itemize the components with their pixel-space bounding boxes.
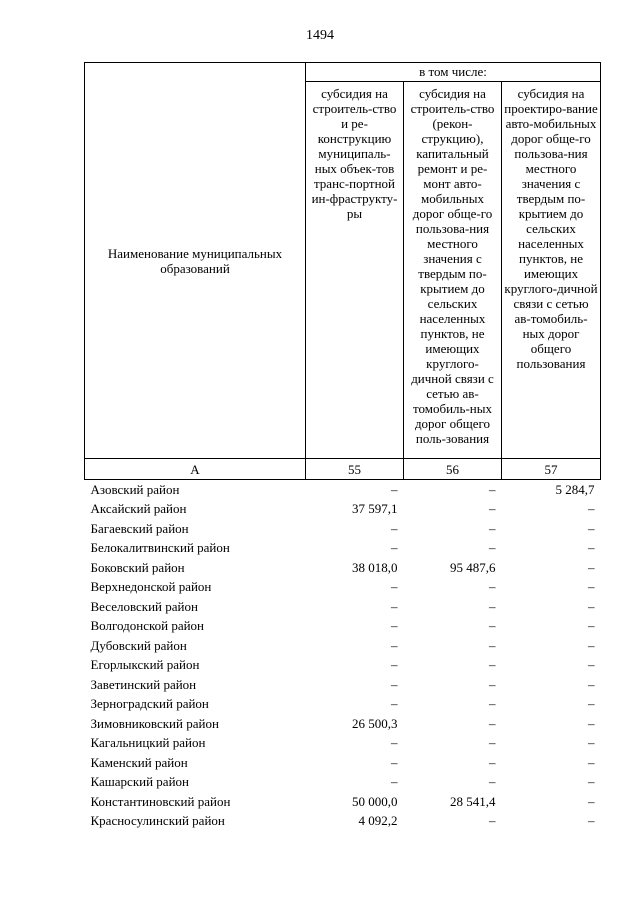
value-57-cell: – bbox=[588, 579, 595, 595]
municipality-name-cell: Кагальницкий район bbox=[90, 735, 206, 751]
table-body bbox=[85, 480, 601, 832]
value-57-cell: – bbox=[588, 676, 595, 692]
value-57-cell: – bbox=[588, 559, 595, 575]
table-row bbox=[85, 753, 601, 773]
value-57-cell: – bbox=[588, 715, 595, 731]
municipality-name-cell: Кашарский район bbox=[90, 774, 189, 790]
value-57-cell: – bbox=[588, 813, 595, 829]
column-code-a: А bbox=[85, 459, 306, 480]
municipality-name-cell: Багаевский район bbox=[90, 520, 189, 536]
value-55-cell: 4 092,2 bbox=[358, 813, 398, 829]
value-56-cell: – bbox=[489, 657, 496, 673]
value-56-cell: – bbox=[489, 676, 496, 692]
value-57-cell: – bbox=[588, 774, 595, 790]
value-55-cell: 26 500,3 bbox=[352, 715, 398, 731]
subsidy-table bbox=[84, 62, 601, 831]
municipality-name-cell: Боковский район bbox=[90, 559, 185, 575]
value-55-cell: – bbox=[391, 754, 398, 770]
value-57-cell: – bbox=[588, 520, 595, 536]
value-55-cell: – bbox=[391, 618, 398, 634]
value-57-cell: – bbox=[588, 501, 595, 517]
value-57-cell: – bbox=[588, 754, 595, 770]
municipality-name-cell: Заветинский район bbox=[90, 676, 197, 692]
value-55-cell: – bbox=[391, 657, 398, 673]
value-56-cell: – bbox=[489, 735, 496, 751]
municipality-name-cell: Зимовниковский район bbox=[90, 715, 219, 731]
table-row bbox=[85, 597, 601, 617]
table-row bbox=[85, 675, 601, 695]
value-57-cell: – bbox=[588, 696, 595, 712]
table-row bbox=[85, 480, 601, 500]
table-row bbox=[85, 695, 601, 715]
table-row bbox=[85, 617, 601, 637]
municipality-name-cell: Верхнедонской район bbox=[90, 579, 212, 595]
value-56-cell: 95 487,6 bbox=[450, 559, 496, 575]
value-55-cell: – bbox=[391, 579, 398, 595]
table-row bbox=[85, 812, 601, 832]
value-56-cell: – bbox=[489, 598, 496, 614]
value-56-cell: – bbox=[489, 774, 496, 790]
value-57-cell: – bbox=[588, 618, 595, 634]
table-row bbox=[85, 656, 601, 676]
municipality-name-cell: Волгодонской район bbox=[90, 618, 205, 634]
table-row bbox=[85, 734, 601, 754]
value-56-cell: – bbox=[489, 618, 496, 634]
table-header bbox=[85, 63, 601, 480]
value-55-cell: 38 018,0 bbox=[352, 559, 398, 575]
column-55-header: субсидия на строитель-ство и ре-конструкцию муниципаль-ных объек-тов транс-портной ин-фраструкту-ры bbox=[306, 82, 404, 459]
municipality-name-cell: Азовский район bbox=[90, 481, 180, 497]
value-56-cell: 28 541,4 bbox=[450, 793, 496, 809]
value-55-cell: – bbox=[391, 735, 398, 751]
table-row bbox=[85, 578, 601, 598]
value-56-cell: – bbox=[489, 696, 496, 712]
value-55-cell: 37 597,1 bbox=[352, 501, 398, 517]
value-56-cell: – bbox=[489, 813, 496, 829]
table-row bbox=[85, 773, 601, 793]
value-55-cell: – bbox=[391, 481, 398, 497]
table-row bbox=[85, 519, 601, 539]
municipality-name-cell: Аксайский район bbox=[90, 501, 187, 517]
value-56-cell: – bbox=[489, 754, 496, 770]
value-55-cell: – bbox=[391, 676, 398, 692]
budget-table-container bbox=[84, 62, 600, 831]
value-55-cell: – bbox=[391, 774, 398, 790]
value-55-cell: – bbox=[391, 598, 398, 614]
value-56-cell: – bbox=[489, 501, 496, 517]
column-56-header: субсидия на строитель-ство (рекон-струкцию), капитальный ремонт и ре-монт авто-мобильных дорог обще-го пользова-ния местного значения с твердым по-крытием до сельских населенных пунктов, не имеющих круглого-дичной связи с сетью ав-томобиль-ных дорог общего поль-зования bbox=[404, 82, 502, 459]
table-row bbox=[85, 558, 601, 578]
table-row bbox=[85, 714, 601, 734]
value-55-cell: – bbox=[391, 540, 398, 556]
value-57-cell: – bbox=[588, 540, 595, 556]
municipality-name-cell: Красносулинский район bbox=[90, 813, 225, 829]
value-56-cell: – bbox=[489, 579, 496, 595]
value-56-cell: – bbox=[489, 715, 496, 731]
value-57-cell: 5 284,7 bbox=[555, 481, 595, 497]
value-56-cell: – bbox=[489, 637, 496, 653]
including-group-header: в том числе: bbox=[306, 63, 601, 82]
municipality-name-cell: Белокалитвинский район bbox=[90, 540, 230, 556]
municipality-name-cell: Зерноградский район bbox=[90, 696, 209, 712]
table-row bbox=[85, 636, 601, 656]
municipality-name-cell: Константиновский район bbox=[90, 793, 231, 809]
value-57-cell: – bbox=[588, 793, 595, 809]
table-row bbox=[85, 539, 601, 559]
value-56-cell: – bbox=[489, 540, 496, 556]
table-row bbox=[85, 500, 601, 520]
value-56-cell: – bbox=[489, 520, 496, 536]
column-code-55: 55 bbox=[306, 459, 404, 480]
value-57-cell: – bbox=[588, 657, 595, 673]
value-55-cell: – bbox=[391, 696, 398, 712]
municipality-name-cell: Каменский район bbox=[90, 754, 188, 770]
column-code-56: 56 bbox=[404, 459, 502, 480]
value-57-cell: – bbox=[588, 735, 595, 751]
value-57-cell: – bbox=[588, 637, 595, 653]
table-row bbox=[85, 792, 601, 812]
municipality-name-cell: Дубовский район bbox=[90, 637, 187, 653]
value-57-cell: – bbox=[588, 598, 595, 614]
value-55-cell: – bbox=[391, 520, 398, 536]
municipality-name-cell: Егорлыкский район bbox=[90, 657, 200, 673]
column-code-57: 57 bbox=[502, 459, 601, 480]
value-56-cell: – bbox=[489, 481, 496, 497]
value-55-cell: – bbox=[391, 637, 398, 653]
page-number: 1494 bbox=[306, 28, 334, 43]
municipality-name-cell: Веселовский район bbox=[90, 598, 198, 614]
municipality-name-header: Наименование муниципальных образований bbox=[85, 63, 306, 459]
column-57-header: субсидия на проектиро-вание авто-мобильных дорог обще-го пользова-ния местного значения с твердым по-крытием до сельских населенных пунктов, не имеющих круглого-дичной связи с сетью ав-томобиль-ных дорог общего пользования bbox=[502, 82, 601, 459]
value-55-cell: 50 000,0 bbox=[352, 793, 398, 809]
